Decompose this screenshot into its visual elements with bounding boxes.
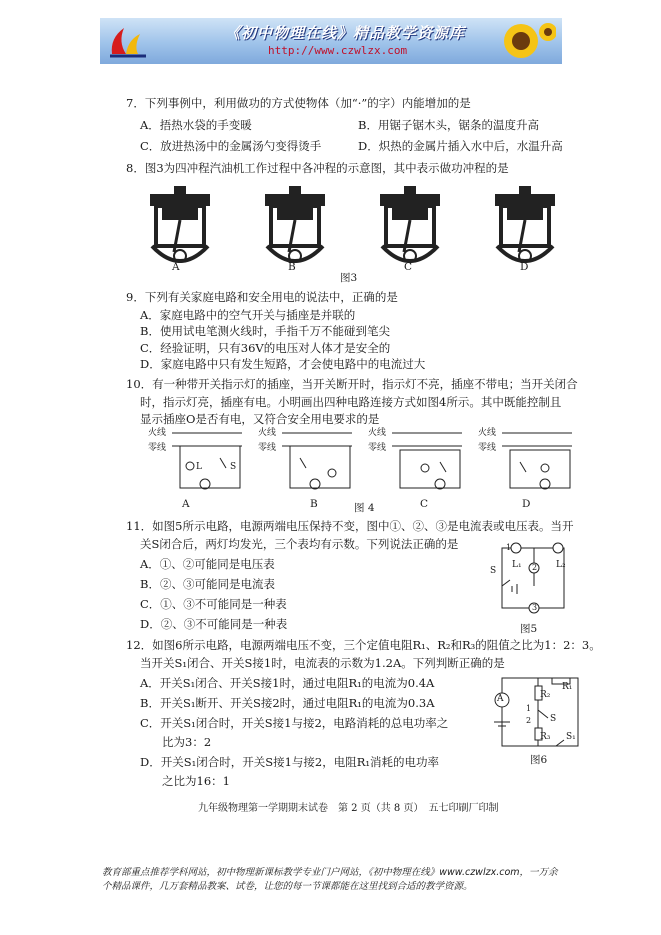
fig6-node-2: 2 bbox=[526, 716, 532, 725]
fig6-caption: 图6 bbox=[530, 754, 548, 766]
fig4-fire-d: 火线 bbox=[478, 428, 497, 438]
q11-option-b: B．②、③可能同是电流表 bbox=[140, 577, 275, 591]
q10-line2: 时，指示灯亮，插座有电。小明画出四种电路连接方式如图4所示。其中既能控制且 bbox=[140, 395, 562, 409]
fig5-l1-label: L₁ bbox=[512, 560, 522, 570]
q12-line2: 当开关S₁闭合、开关S接1时，电流表的示数为1.2A。下列判断正确的是 bbox=[140, 656, 505, 670]
fig6-s1-label: S₁ bbox=[566, 732, 576, 742]
q12-line1: 12．如图6所示电路，电源两端电压不变，三个定值电阻R₁、R₂和R₃的阻值之比为1：2：3。 bbox=[126, 638, 601, 652]
engine-strokes-diagram bbox=[140, 186, 560, 276]
q9-option-d: D．家庭电路中只有发生短路，才会使电路中的电流过大 bbox=[140, 357, 426, 371]
q11-line1: 11．如图5所示电路，电源两端电压保持不变，图中①、②、③是电流表或电压表。当开 bbox=[126, 519, 574, 533]
promo-line-2: 个精品课件，几万套精品教案、试卷，让您的每一节课都能在这里找到合适的教学资源。 bbox=[102, 881, 473, 892]
q10-line3: 显示插座O是否有电，又符合安全用电要求的是 bbox=[140, 412, 380, 426]
fig6-ammeter-label: A bbox=[497, 694, 504, 704]
promo-line-1: 教育部重点推荐学科网站，初中物理新课标教学专业门户网站，《初中物理在线》www.czwlzx.com，一万余 bbox=[102, 867, 558, 878]
fig3-label-d: D bbox=[520, 261, 529, 273]
fig4-neutral-d: 零线 bbox=[478, 443, 497, 453]
fig5-switch-label: S bbox=[490, 566, 497, 576]
fig4-neutral-b: 零线 bbox=[258, 443, 277, 453]
fig5-meter-3: 3 bbox=[532, 603, 538, 612]
q9-option-a: A．家庭电路中的空气开关与插座是并联的 bbox=[140, 308, 356, 322]
fig5-l2-label: L₂ bbox=[556, 560, 566, 570]
fig3-label-a: A bbox=[172, 261, 180, 273]
fig6-switch-label: S bbox=[550, 714, 557, 724]
fig4-label-d: D bbox=[522, 498, 531, 510]
q9-stem: 9．下列有关家庭电路和安全用电的说法中，正确的是 bbox=[126, 290, 398, 304]
fig6-r1-label: R₁ bbox=[562, 682, 573, 692]
fig3-label-c: C bbox=[404, 261, 413, 273]
q7-option-d: D．炽热的金属片插入水中后，水温升高 bbox=[358, 139, 563, 153]
fig5-meter-2: 2 bbox=[532, 563, 538, 572]
fig5-meter-1: 1 bbox=[506, 543, 512, 552]
figure-4 bbox=[150, 428, 580, 497]
fig4-fire-a: 火线 bbox=[148, 428, 167, 438]
socket-circuit-diagrams bbox=[150, 428, 580, 493]
fig4-label-b: B bbox=[310, 498, 318, 510]
q12-option-d-line1: D．开关S₁闭合时，开关S接1与接2，电阻R₁消耗的电功率 bbox=[140, 755, 439, 769]
fig4-fire-c: 火线 bbox=[368, 428, 387, 438]
page-footer: 九年级物理第一学期期末试卷 第 2 页（共 8 页） 五七印刷厂印制 bbox=[198, 803, 499, 814]
q12-option-b: B．开关S₁断开、开关S接2时，通过电阻R₁的电流为0.3A bbox=[140, 696, 435, 710]
fig4-neutral-a: 零线 bbox=[148, 443, 167, 453]
q12-option-a: A．开关S₁闭合、开关S接1时，通过电阻R₁的电流为0.4A bbox=[140, 676, 435, 690]
fig3-label-b: B bbox=[288, 261, 296, 273]
site-banner bbox=[100, 18, 562, 64]
q7-option-c: C．放进热汤中的金属汤勺变得烫手 bbox=[140, 139, 322, 153]
engine-d bbox=[495, 186, 555, 262]
q12-option-d-line2: 之比为16：1 bbox=[162, 774, 230, 788]
q11-option-a: A．①、②可能同是电压表 bbox=[140, 557, 275, 571]
fig5-caption: 图5 bbox=[520, 623, 538, 635]
q9-option-b: B．使用试电笔测火线时，手指千万不能碰到笔尖 bbox=[140, 324, 390, 338]
fig4-fire-b: 火线 bbox=[258, 428, 277, 438]
q12-option-c-line2: 比为3：2 bbox=[162, 735, 212, 749]
banner-url[interactable]: http://www.czwlzx.com bbox=[268, 44, 408, 57]
q7-option-b: B．用锯子锯木头，锯条的温度升高 bbox=[358, 118, 539, 132]
fig4-label-a: A bbox=[182, 498, 190, 510]
fig4-caption: 图 4 bbox=[354, 502, 375, 514]
q11-line2: 关S闭合后，两灯均发光，三个表均有示数。下列说法正确的是 bbox=[140, 537, 459, 551]
fig4-label-c: C bbox=[420, 498, 429, 510]
q11-option-c: C．①、③不可能同是一种表 bbox=[140, 597, 287, 611]
fig6-node-1: 1 bbox=[526, 704, 532, 713]
sunflower-icon bbox=[486, 20, 556, 62]
fig4-switch-label: S bbox=[230, 462, 237, 472]
fig3-caption: 图3 bbox=[340, 272, 358, 284]
fig4-lamp-label: L bbox=[196, 462, 202, 472]
site-logo-icon bbox=[106, 24, 150, 60]
q11-option-d: D．②、③不可能同是一种表 bbox=[140, 617, 288, 631]
q12-option-c-line1: C．开关S₁闭合时，开关S接1与接2，电路消耗的总电功率之 bbox=[140, 716, 449, 730]
q10-line1: 10．有一种带开关指示灯的插座，当开关断开时，指示灯不亮，插座不带电；当开关闭合 bbox=[126, 377, 578, 391]
fig6-r3-label: R₃ bbox=[540, 732, 551, 742]
engine-a bbox=[150, 186, 210, 262]
fig6-r2-label: R₂ bbox=[540, 690, 551, 700]
q7-option-a: A．捂热水袋的手变暖 bbox=[140, 118, 252, 132]
q7-stem: 7．下列事例中，利用做功的方式使物体（加“·”的字）内能增加的是 bbox=[126, 96, 471, 110]
engine-b bbox=[265, 186, 325, 262]
banner-title: 《初中物理在线》精品教学资源库 bbox=[225, 24, 466, 42]
q9-option-c: C．经验证明，只有36V的电压对人体才是安全的 bbox=[140, 341, 391, 355]
figure-3 bbox=[140, 186, 560, 276]
engine-c bbox=[380, 186, 440, 262]
fig4-neutral-c: 零线 bbox=[368, 443, 387, 453]
q8-stem: 8．图3为四冲程汽油机工作过程中各冲程的示意图，其中表示做功冲程的是 bbox=[126, 161, 509, 175]
